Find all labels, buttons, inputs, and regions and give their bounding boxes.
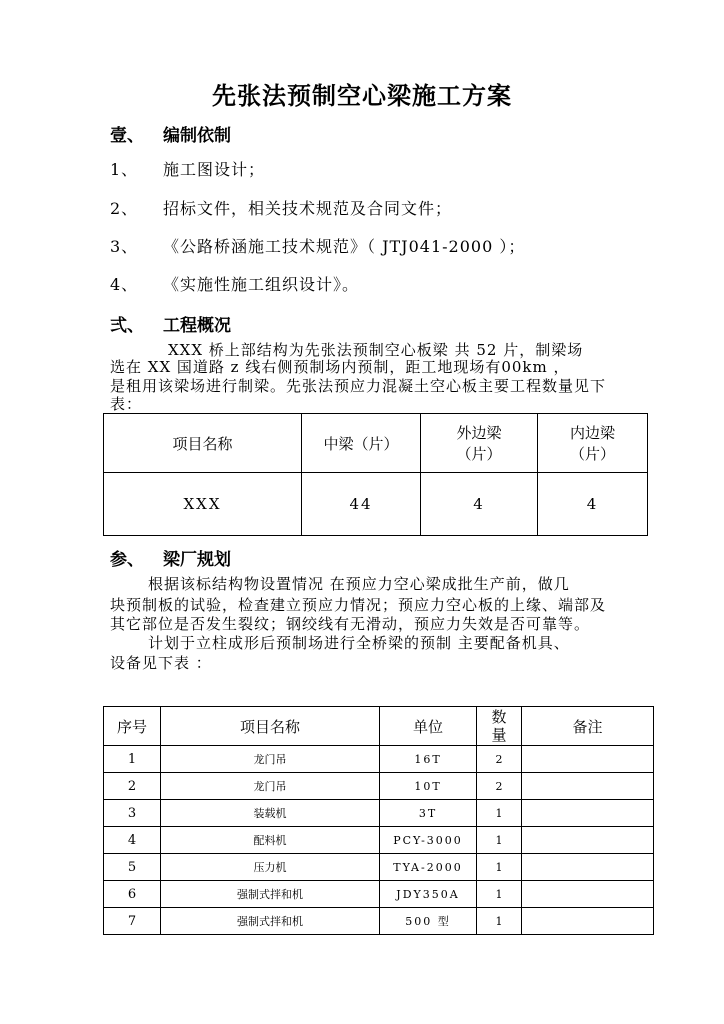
list-item: 施工图设计； [163, 160, 266, 179]
table-cell [522, 908, 654, 935]
header-text: （片） [569, 445, 615, 463]
table-cell [522, 827, 654, 854]
quantity-table [103, 413, 648, 536]
section1-heading: 编制依制 [163, 126, 231, 146]
header-cell: 项目名称 [161, 707, 380, 746]
table-cell: 4 [421, 473, 538, 536]
list-item: 招标文件，相关技术规范及合同文件； [163, 199, 453, 218]
table-header-row [104, 707, 654, 746]
table-cell: 7 [104, 908, 161, 935]
paragraph-line: 其它部位是否发生裂纹；钢绞线有无滑动，预应力失效是否可靠等。 [110, 615, 591, 633]
header-cell [421, 414, 538, 473]
table-cell: XXX [104, 473, 302, 536]
table-cell: 1 [477, 881, 522, 908]
section3-heading: 梁厂规划 [163, 550, 231, 570]
paragraph-line: 计划于立柱成形后预制场进行全桥梁的预制 主要配备机具、 [148, 634, 570, 652]
header-cell [104, 414, 302, 473]
table-cell: 2 [104, 773, 161, 800]
header-text: 内边梁 [569, 424, 615, 442]
section1-number: 壹、 [110, 126, 144, 146]
table-cell [522, 746, 654, 773]
table-cell: 16T [380, 746, 477, 773]
table-cell: 44 [302, 473, 421, 536]
table-cell [522, 881, 654, 908]
table-cell [522, 773, 654, 800]
table-cell: 压力机 [161, 854, 380, 881]
list-item: 《公路桥涵施工技术规范》（ JTJ041-2000 ）； [163, 237, 526, 256]
list-item: 《实施性施工组织设计》。 [163, 275, 360, 294]
list-item-number: 1、 [110, 160, 139, 179]
table-cell: 4 [104, 827, 161, 854]
section2-number: 弍、 [110, 316, 144, 336]
paragraph-line: 块预制板的试验，检查建立预应力情况；预应力空心板的上缘、端部及 [110, 596, 607, 614]
paragraph-line: 根据该标结构物设置情况 在预应力空心梁成批生产前，做几 [148, 575, 570, 593]
list-item-number: 2、 [110, 199, 139, 218]
table-row [104, 800, 654, 827]
list-item-number: 4、 [110, 275, 139, 294]
table-row [104, 473, 648, 536]
header-cell: 序号 [104, 707, 161, 746]
table-cell [522, 854, 654, 881]
section3-number: 参、 [110, 550, 144, 570]
table-row [104, 908, 654, 935]
table-cell: 2 [477, 773, 522, 800]
table-cell: 强制式拌和机 [161, 881, 380, 908]
table-cell: 5 [104, 854, 161, 881]
header-text: 数量 [491, 708, 507, 744]
table-cell: 强制式拌和机 [161, 908, 380, 935]
paragraph-line: 选在 XX 国道路 z 线右侧预制场内预制，距工地现场有00km ， [110, 358, 570, 376]
table-cell: 1 [477, 908, 522, 935]
header-cell: 单位 [380, 707, 477, 746]
table-cell: 3T [380, 800, 477, 827]
header-cell [302, 414, 421, 473]
table-header-row [104, 414, 648, 473]
header-text: 项目名称 [172, 434, 233, 453]
table-cell: 10T [380, 773, 477, 800]
table-cell: 1 [477, 854, 522, 881]
table-cell: PCY-3000 [380, 827, 477, 854]
header-text: 外边梁 [456, 424, 502, 442]
table-cell: 1 [104, 746, 161, 773]
table-row [104, 854, 654, 881]
paragraph-line: 设备见下表 ： [110, 654, 212, 672]
paragraph-line: 表： [110, 395, 143, 413]
table-cell: 1 [477, 800, 522, 827]
table-cell: 4 [538, 473, 648, 536]
header-text: 中梁（片） [323, 434, 399, 453]
table-cell [522, 800, 654, 827]
table-cell: 2 [477, 746, 522, 773]
header-cell [538, 414, 648, 473]
table-cell: 配料机 [161, 827, 380, 854]
table-cell: JDY350A [380, 881, 477, 908]
table-row [104, 746, 654, 773]
header-text: （片） [456, 445, 502, 463]
table-cell: 6 [104, 881, 161, 908]
paragraph-line: 是租用该梁场进行制梁。先张法预应力混凝土空心板主要工程数量见下 [110, 377, 607, 395]
header-cell [477, 707, 522, 746]
table-cell: 龙门吊 [161, 746, 380, 773]
table-cell: TYA-2000 [380, 854, 477, 881]
table-cell: 装载机 [161, 800, 380, 827]
table-row [104, 773, 654, 800]
header-cell: 备注 [522, 707, 654, 746]
section2-heading: 工程概况 [163, 316, 231, 336]
table-cell: 3 [104, 800, 161, 827]
table-cell: 龙门吊 [161, 773, 380, 800]
list-item-number: 3、 [110, 237, 139, 256]
table-cell: 1 [477, 827, 522, 854]
table-row [104, 827, 654, 854]
equipment-table [103, 706, 654, 935]
page-title: 先张法预制空心梁施工方案 [212, 81, 512, 110]
table-row [104, 881, 654, 908]
table-cell: 500 型 [380, 908, 477, 935]
paragraph-line: XXX 桥上部结构为先张法预制空心板梁 共 52 片，制梁场 [168, 341, 584, 359]
